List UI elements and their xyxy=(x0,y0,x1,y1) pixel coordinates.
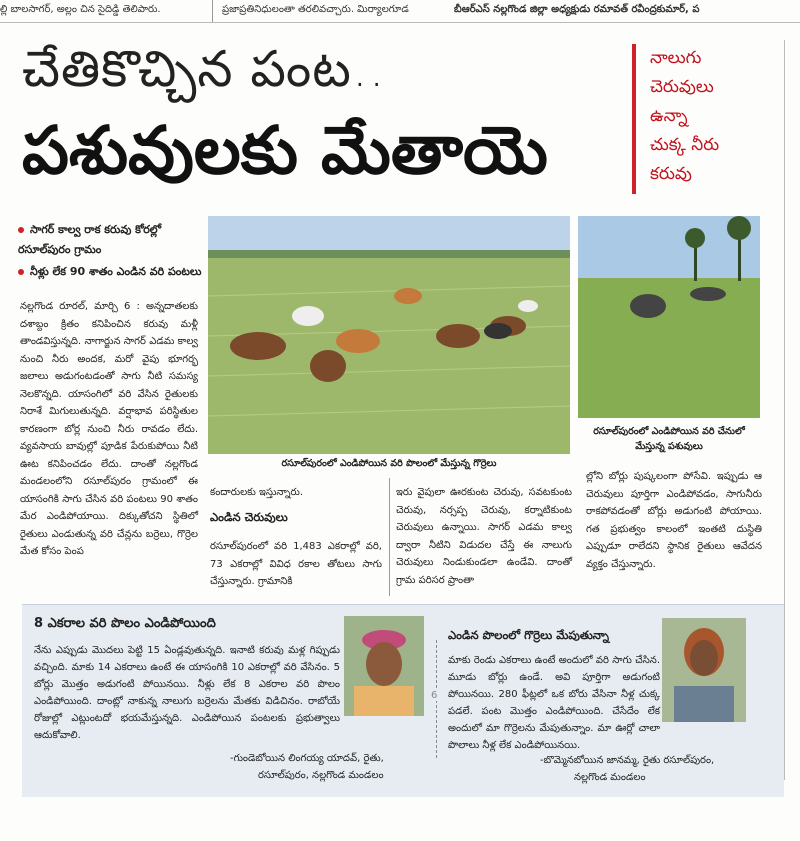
farmer-portrait-male xyxy=(344,616,424,716)
article-col4: ల్లోని బోర్లు పుష్కలంగా పోసేవి. ఇప్పుడు ఆ చెరువులు పూర్తిగా ఎండిపోవడం, సాగునీరు రాకపోవడంతో బోర్లు అడుగంటి పోయాయి. గత ప్రభుత్వం కాలంలో ఇంతటి దుస్థితి ఎప్పుడూ రాలేదని స్థానిక రైతులు ఆవేదన వ్యక్తం చేస్తున్నారు. xyxy=(586,471,762,570)
subheading-dried-ponds: ఎండిన చెరువులు xyxy=(210,510,288,524)
column-divider xyxy=(389,478,390,596)
bullet-item: నీళ్లు లేక 90 శాతం ఎండిన వరి పంటలు xyxy=(18,262,206,282)
side-callout-line: చెరువులు xyxy=(650,77,714,97)
article-col2-top: కందారులకు ఇస్తున్నారు. xyxy=(210,487,304,498)
left-testimonial-text: నేను ఎప్పుడు మొదలు పెట్టి 15 ఏండ్లవుతున్నది. ఇనాటి కరువు మళ్ల గిప్పుడు వచ్చింది. మాకు 14 ఎకరాలు ఉంటే ఈ యాసంగికి 10 ఎకరాల్లో వరి వేసినం. 5 బోర్లు మొత్తం అడుగంటి పోయినయి. నీళ్లు లేక 8 ఎకరాల వరి పొలం ఎండిపోయింది. దాంట్లో నాకున్న నాలుగు బర్రెలను మేతకు విడిచినం. రాబోయే రోజుల్లో ఎట్లుంటదో భయమేస్తున్నది. ఎండిపోయిన పంటలకు ప్రభుత్వాలు ఆదుకోవాలి. xyxy=(34,645,340,741)
headline-line2: పశువులకు మేతాయె xyxy=(22,112,548,189)
side-photo-caption: రసూల్‌పురంలో ఎండిపోయిన వరి చేనులో మేస్తున్న పశువులు xyxy=(593,426,745,452)
left-testimonial-heading: 8 ఎకరాల వరి పొలం ఎండిపోయింది xyxy=(34,616,216,631)
page-mark: 6 xyxy=(431,690,438,701)
side-callout-line: కరువు xyxy=(650,164,692,184)
sheep-field-image xyxy=(208,216,570,454)
portrait-image xyxy=(662,618,746,722)
left-testimonial-credit-place: రసూల్‌పురం, నల్లగొండ మండలం xyxy=(258,770,384,781)
bullet-dot-icon xyxy=(18,227,24,233)
farmer-portrait-female xyxy=(662,618,746,722)
side-callout-line: చుక్క నీరు xyxy=(650,135,720,155)
right-testimonial-credit: -బొమ్మెనబోయిన జానమ్మ, రైతు రసూల్‌పురం, xyxy=(540,755,715,766)
right-testimonial-credit-place: నల్లగొండ మండలం xyxy=(574,772,646,783)
left-testimonial-credit: -గుండెబోయిన లింగయ్య యాదవ్, రైతు, xyxy=(230,753,384,764)
main-photo xyxy=(208,216,570,454)
right-testimonial-text: మాకు రెండు ఎకరాలు ఉంటే అందులో వరి సాగు చేసిన. మూడు బోర్లు ఉండే. అవి పూర్తిగా అడుగంటి పోయినయి. 280 ఫీట్లలో ఒక బోరు వేసినా నీళ్ల చుక్క పడలే. పంట మొత్తం ఎండిపోయింది. చేసేదేం లేక అందులో మా గొర్రెలను మేపుతున్నాం. మా ఊర్లో చాలా పొలాలు నీళ్ల లేక ఎండిపోయినయి. xyxy=(448,655,660,751)
top-strip-left: ల్లి బాలసాగర్, అల్లం చిన సైదిడ్డి తెలిపారు. xyxy=(0,4,161,15)
page-edge-rule xyxy=(784,40,785,780)
article-col1: నల్లగొండ రూరల్, మార్చి 6 : అన్నదాతలకు దశాబ్దం క్రితం కనిపించిన కరువు మళ్లీ తాండవిస్తున్నది. నాగార్జున సాగర్ ఎడమ కాల్వ నుంచి నీరు అందక, మరో వైపు భూగర్భ జలాలు అడుగంటడంతో సాగు నీటి సమస్య నెలకొన్నది. యాసంగిలో వరి వేసిన రైతులకు నిరాశే మిగులుతున్నది. వర్షాభావ పరిస్థితుల కారణంగా బోర్ల నుంచి నీరు రావడం లేదు. వ్యవసాయ బావుల్లో పూడిక పేరుకుపోయి నీటి ఊట కనిపించడం లేదు. దాంతో నల్లగొండ మండలంలోని రసూల్‌పురం గ్రామంలో ఈ యాసంగికి సాగు చేసిన వరి పంటలు 90 శాతం మేర ఎండిపోయాయి. దిక్కుతోచని స్థితిలో రైతులు ఎండుతున్న వరి చేన్లను బర్రెలు, గొర్రెల మేత కోసం పెంప xyxy=(20,301,198,557)
side-callout xyxy=(632,44,800,194)
article-col2: రసూల్‌పురంలో వరి 1,483 ఎకరాల్లో వరి, 73 ఎకరాల్లో వివిధ రకాల తోటలు సాగు చేస్తున్నారు. గ్రామానికి xyxy=(210,541,382,587)
summary-bullets xyxy=(18,220,206,284)
side-callout-line: ఉన్నా xyxy=(650,106,688,126)
top-strip-right: బీఆర్ఎస్ నల్లగొండ జిల్లా అధ్యక్షుడు రమావత్ రవీంద్రకుమార్, ప xyxy=(454,4,700,15)
headline-line1: చేతికొచ్చిన పంట.. xyxy=(22,40,386,98)
portrait-image xyxy=(344,616,424,716)
divider xyxy=(212,0,213,22)
side-photo xyxy=(578,216,760,418)
top-strip-middle: ప్రజాప్రతినిధులంతా తరలివచ్చారు. మిర్యాలగూడ xyxy=(222,4,409,15)
bullet-dot-icon xyxy=(18,269,24,275)
article-col3: ఇరు వైపులా ఊరకుంట చెరువు, సవటకుంట చెరువు, నర్సప్ప చెరువు, కర్నాటికుంట చెరువులు ఉన్నాయి. సాగర్ ఎడమ కాల్వ ద్వారా నీటిని విడుదల చేస్తే ఈ నాలుగు చెరువులు నిండుకుండలా ఉండేవి. దాంతో గ్రామ పరిసర ప్రాంతా xyxy=(396,487,572,586)
bullet-item: సాగర్ కాల్వ రాక కరువు కోరల్లో రసూల్‌పురం గ్రామం xyxy=(18,223,162,256)
right-testimonial-heading: ఎండిన పొలంలో గొర్రెలు మేపుతున్నా xyxy=(448,628,609,642)
buffalo-field-image xyxy=(578,216,760,418)
main-photo-caption: రసూల్‌పురంలో ఎండిపోయిన వరి పొలంలో మేస్తున్న గొర్రెలు xyxy=(281,458,497,469)
top-strip xyxy=(0,0,800,23)
side-callout-line: నాలుగు xyxy=(650,48,702,68)
